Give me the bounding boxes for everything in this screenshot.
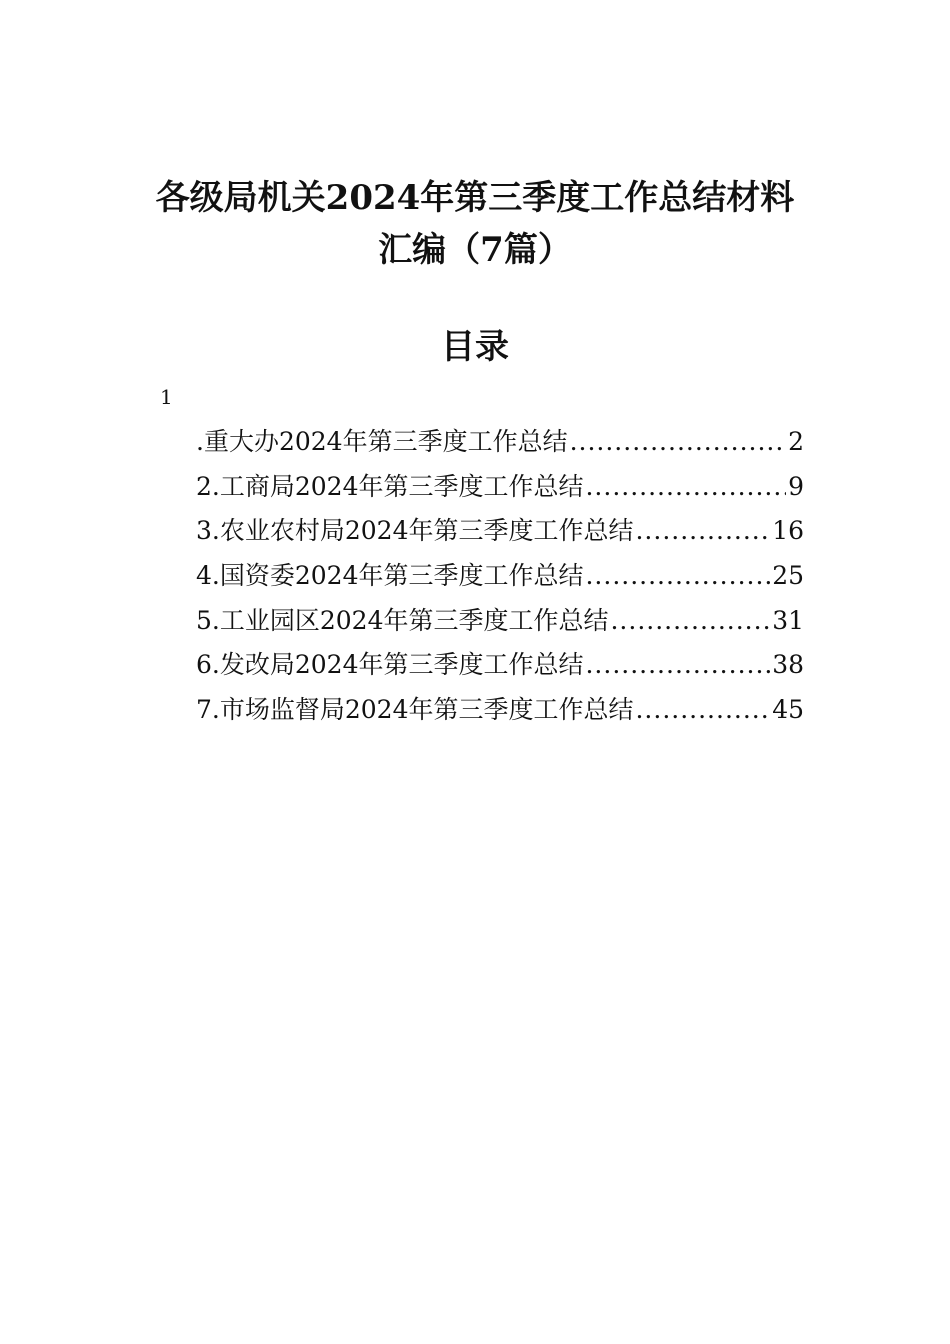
toc-dot-leader bbox=[635, 688, 770, 733]
toc-entry[interactable] bbox=[196, 465, 804, 510]
toc-entry-label: 2.工商局2024年第三季度工作总结 bbox=[196, 471, 584, 501]
stray-list-number: 1 bbox=[160, 385, 173, 409]
toc-heading: 目录 bbox=[441, 327, 509, 367]
document-title-line-1: 各级局机关2024年第三季度工作总结材料 bbox=[155, 178, 795, 218]
toc-entry-page-number: 45 bbox=[772, 695, 804, 725]
toc-entry[interactable] bbox=[196, 509, 804, 554]
toc-entry[interactable] bbox=[196, 599, 804, 644]
toc-entry[interactable] bbox=[196, 688, 804, 733]
toc-entry-label: 3.农业农村局2024年第三季度工作总结 bbox=[196, 516, 634, 546]
toc-entry-label: 5.工业园区2024年第三季度工作总结 bbox=[196, 605, 609, 635]
toc-entry-page-number: 16 bbox=[772, 516, 804, 546]
toc-entry-page-number: 2 bbox=[788, 427, 804, 456]
toc-entry-label: 4.国资委2024年第三季度工作总结 bbox=[196, 561, 584, 591]
toc-entry-page-number: 9 bbox=[788, 471, 804, 501]
toc-dot-leader bbox=[585, 465, 786, 510]
toc-entry-label: 7.市场监督局2024年第三季度工作总结 bbox=[196, 695, 634, 725]
table-of-contents bbox=[196, 420, 804, 733]
toc-entry-label: 6.发改局2024年第三季度工作总结 bbox=[196, 650, 584, 680]
toc-dot-leader bbox=[585, 643, 770, 688]
toc-entry[interactable] bbox=[196, 554, 804, 599]
toc-entry-page-number: 38 bbox=[772, 650, 804, 680]
document-title-line-2: 汇编（7篇） bbox=[378, 230, 572, 270]
toc-entry-page-number: 25 bbox=[772, 561, 804, 591]
toc-entry-page-number: 31 bbox=[772, 605, 804, 635]
toc-dot-leader bbox=[585, 554, 770, 599]
toc-entry-label: .重大办2024年第三季度工作总结 bbox=[196, 427, 568, 456]
toc-dot-leader bbox=[570, 420, 787, 465]
toc-entry[interactable] bbox=[196, 643, 804, 688]
toc-entry[interactable] bbox=[196, 420, 804, 465]
toc-dot-leader bbox=[610, 599, 770, 644]
toc-dot-leader bbox=[635, 509, 770, 554]
